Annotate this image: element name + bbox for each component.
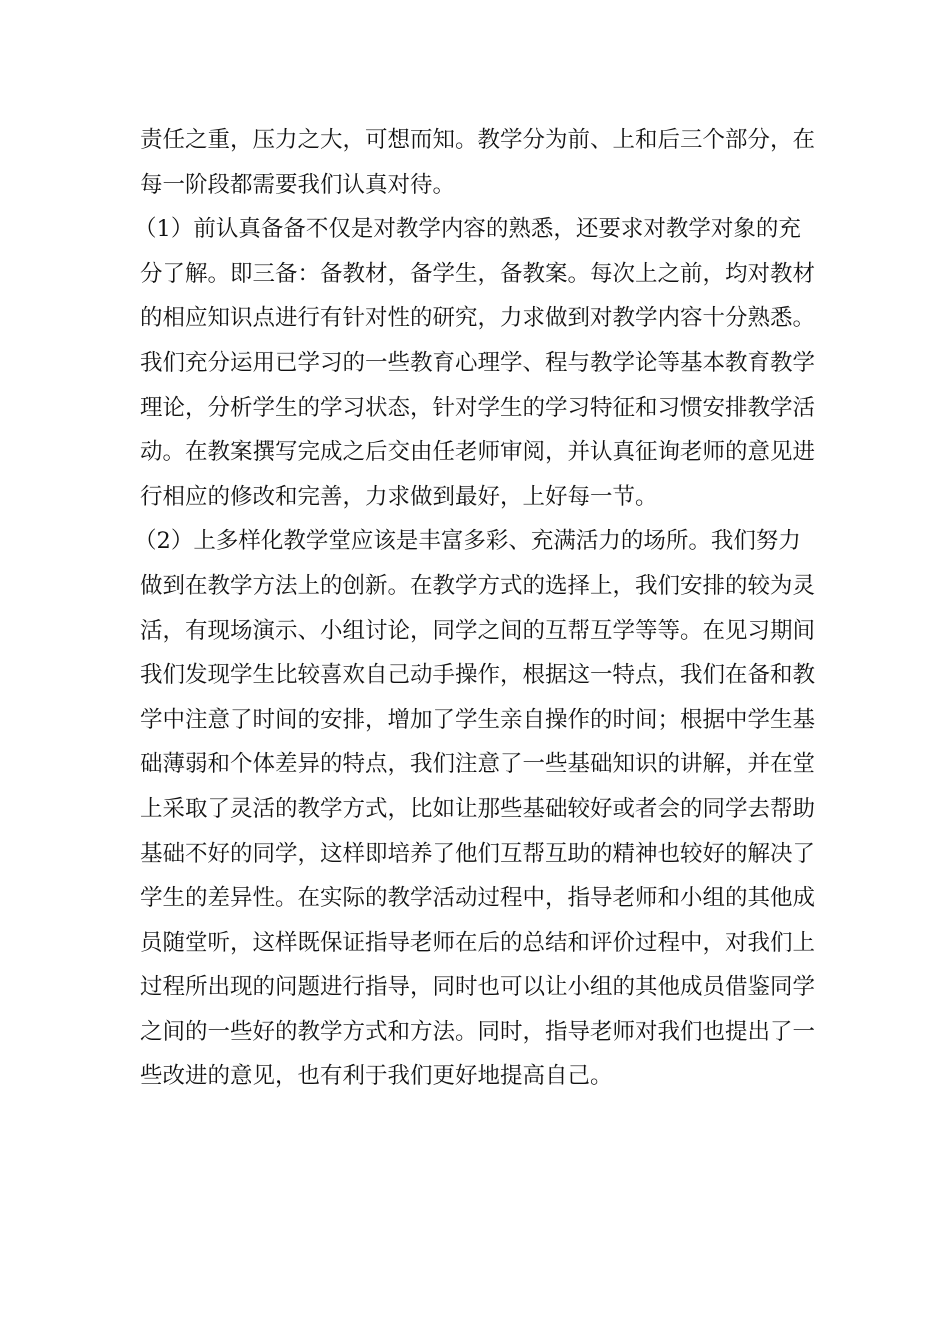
body-text bbox=[134, 118, 830, 1099]
text-line: 动。在教案撰写完成之后交由任老师审阅，并认真征询老师的意见进 bbox=[140, 439, 816, 466]
text-line: 每一阶段都需要我们认真对待。 bbox=[140, 171, 456, 198]
text-line: 基础不好的同学，这样即培养了他们互帮互助的精神也较好的解决了 bbox=[140, 840, 816, 867]
text-line: 础薄弱和个体差异的特点，我们注意了一些基础知识的讲解，并在堂 bbox=[140, 751, 816, 778]
text-line: 学中注意了时间的安排，增加了学生亲自操作的时间；根据中学生基 bbox=[140, 706, 816, 733]
text-line: 上采取了灵活的教学方式，比如让那些基础较好或者会的同学去帮助 bbox=[140, 795, 816, 822]
text-line: 责任之重，压力之大，可想而知。教学分为前、上和后三个部分，在 bbox=[140, 127, 816, 153]
text-line: 活，有现场演示、小组讨论，同学之间的互帮互学等等。在见习期间 bbox=[140, 617, 816, 644]
text-line: 做到在教学方法上的创新。在教学方式的选择上，我们安排的较为灵 bbox=[140, 572, 816, 599]
text-line: 员随堂听，这样既保证指导老师在后的总结和评价过程中，对我们上 bbox=[140, 929, 816, 956]
text-line: 过程所出现的问题进行指导，同时也可以让小组的其他成员借鉴同学 bbox=[140, 974, 816, 1001]
text-line: （1）前认真备备不仅是对教学内容的熟悉，还要求对教学对象的充 bbox=[134, 216, 801, 243]
text-line: 分了解。即三备：备教材，备学生，备教案。每次上之前，均对教材 bbox=[140, 260, 816, 287]
text-line: 学生的差异性。在实际的教学活动过程中，指导老师和小组的其他成 bbox=[140, 885, 816, 912]
text-line: （2）上多样化教学堂应该是丰富多彩、充满活力的场所。我们努力 bbox=[134, 528, 801, 555]
text-line: 我们发现学生比较喜欢自己动手操作，根据这一特点，我们在备和教 bbox=[140, 662, 816, 689]
text-line: 的相应知识点进行有针对性的研究，力求做到对教学内容十分熟悉。 bbox=[140, 305, 816, 332]
text-line: 之间的一些好的教学方式和方法。同时，指导老师对我们也提出了一 bbox=[140, 1018, 816, 1045]
text-line: 理论，分析学生的学习状态，针对学生的学习特征和习惯安排教学活 bbox=[140, 394, 816, 421]
text-line: 些改进的意见，也有利于我们更好地提高自己。 bbox=[140, 1063, 613, 1090]
text-line: 行相应的修改和完善，力求做到最好，上好每一节。 bbox=[140, 483, 658, 510]
text-line: 我们充分运用已学习的一些教育心理学、程与教学论等基本教育教学 bbox=[140, 349, 816, 376]
